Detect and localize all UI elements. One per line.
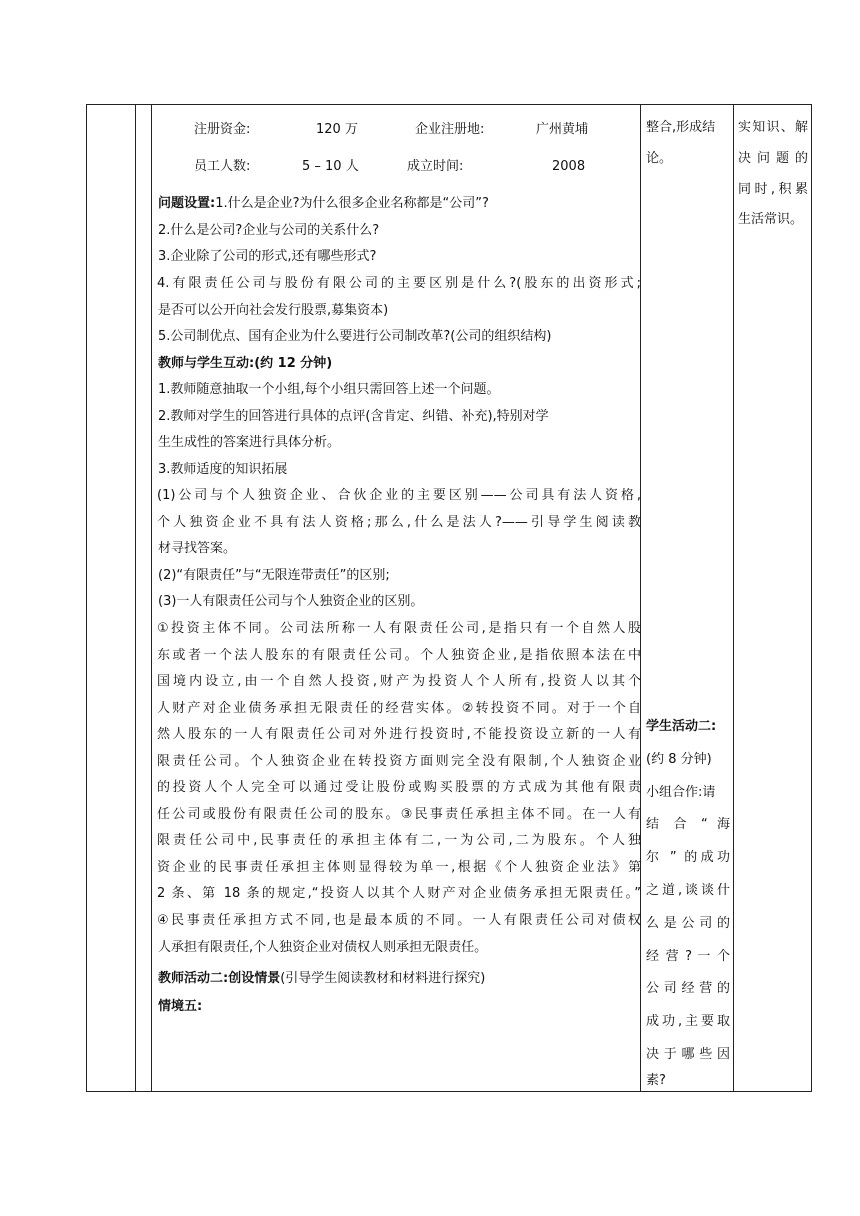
text-line bbox=[157, 833, 641, 849]
line-text: 4.有限责任公司与股份有限公司的主要区别是什么?(股东的出资形式; bbox=[157, 276, 641, 291]
line-text: 3.企业除了公司的形式,还有哪些形式? bbox=[158, 249, 377, 264]
line-text: 东或者一个法人股东的有限责任公司。个人独资企业,是指依照本法在中 bbox=[157, 648, 641, 663]
line-text: 2 条、第 18 条的规定,“投资人以其个人财产对企业债务承担无限责任。” bbox=[157, 886, 641, 901]
text-line bbox=[158, 382, 500, 398]
text-line bbox=[157, 648, 641, 664]
line-text: (2)“有限责任”与“无限连带责任”的区别; bbox=[158, 568, 390, 583]
founded-value: 2008 bbox=[552, 159, 586, 174]
staff-value: 5 – 10 人 bbox=[302, 159, 359, 174]
text-line bbox=[157, 701, 641, 717]
text-line bbox=[158, 223, 379, 239]
line-text: 限责任公司。个人独资企业在转投资方面则完全没有限制,个人独资企业 bbox=[157, 754, 641, 769]
text-line bbox=[157, 913, 641, 929]
line-text: 资企业的民事责任承担主体则显得较为单一,根据《个人独资企业法》第 bbox=[157, 860, 641, 875]
student-activity-cell bbox=[641, 105, 734, 1092]
line-text: ①投资主体不同。公司法所称一人有限责任公司,是指只有一个自然人股 bbox=[157, 621, 641, 636]
line-text: 任公司或股份有限责任公司的股东。③民事责任承担主体不同。在一人有 bbox=[157, 807, 641, 822]
student-activity-line: 决 于 哪 些 因 bbox=[646, 1047, 730, 1062]
student-activity-line: 公 司 经 营 的 bbox=[646, 981, 730, 996]
line-text: 个人独资企业不具有法人资格;那么,什么是法人?——引导学生阅读教 bbox=[157, 515, 641, 530]
purpose-line: 同时,积累 bbox=[738, 182, 808, 197]
place-label: 企业注册地: bbox=[415, 122, 485, 137]
text-line bbox=[158, 594, 423, 610]
text-line bbox=[157, 807, 641, 823]
student-activity-title: 学生活动二: bbox=[646, 719, 717, 734]
text-line bbox=[157, 886, 641, 902]
text-line bbox=[157, 727, 641, 743]
text-line bbox=[158, 541, 236, 557]
line-text: 2.教师对学生的回答进行具体的点评(含肯定、纠错、补充),特别对学 bbox=[158, 409, 549, 424]
text-line bbox=[158, 971, 485, 987]
purpose-line: 实知识、解 bbox=[738, 120, 808, 135]
line-text: 1.教师随意抽取一个小组,每个小组只需回答上述一个问题。 bbox=[158, 382, 500, 397]
text-line bbox=[158, 303, 388, 319]
student-top-line: 整合,形成结 bbox=[646, 120, 716, 135]
purpose-line: 生活常识。 bbox=[738, 212, 804, 227]
text-line bbox=[158, 999, 202, 1015]
purpose-line: 决 问 题 的 bbox=[738, 151, 808, 166]
student-activity-line: 成功,主要取 bbox=[646, 1014, 730, 1029]
text-line bbox=[157, 780, 641, 796]
line-text: 限责任公司中,民事责任的承担主体有二,一为公司,二为股东。个人独 bbox=[157, 833, 641, 848]
staff-label: 员工人数: bbox=[194, 159, 251, 174]
lesson-plan-table bbox=[86, 104, 812, 1092]
line-text: 3.教师适度的知识拓展 bbox=[158, 462, 288, 477]
line-text: 人财产对企业债务承担无限责任的经营实体。②转投资不同。对于一个自 bbox=[157, 701, 641, 716]
student-activity-line: 尔 ” 的成功 bbox=[646, 850, 730, 865]
text-line bbox=[157, 674, 641, 690]
line-text: 是否可以公开向社会发行股票,募集资本) bbox=[158, 303, 389, 318]
line-text: 5.公司制优点、国有企业为什么要进行公司制改革?(公司的组织结构) bbox=[158, 329, 552, 344]
text-line bbox=[158, 409, 549, 425]
student-top-line: 论。 bbox=[646, 151, 673, 166]
capital-label: 注册资金: bbox=[194, 122, 251, 137]
text-line bbox=[157, 860, 641, 876]
line-text: (1)公司与个人独资企业、合伙企业的主要区别——公司具有法人资格, bbox=[157, 488, 641, 503]
bold-heading: 教师活动二:创设情景 bbox=[158, 971, 281, 986]
student-activity-line: (约 8 分钟) bbox=[646, 752, 712, 767]
text-line bbox=[158, 462, 287, 478]
text-line bbox=[157, 488, 641, 504]
student-activity-line: 结 合 “ 海 bbox=[646, 817, 730, 832]
text-line bbox=[157, 515, 641, 531]
line-text: 人承担有限责任,个人独资企业对债权人则承担无限责任。 bbox=[158, 940, 488, 955]
line-text: 的投资人个人完全可以通过受让股份或购买股票的方式成为其他有限责 bbox=[157, 780, 641, 795]
student-activity-line: 经 营 ? 一 个 bbox=[646, 949, 730, 964]
line-text: 国境内设立,由一个自然人投资,财产为投资人个人所有,投资人以其个 bbox=[157, 674, 641, 689]
bold-heading: 情境五: bbox=[158, 999, 203, 1014]
text-line bbox=[158, 940, 487, 956]
text-line bbox=[158, 249, 376, 265]
student-activity-line: 素? bbox=[646, 1073, 666, 1088]
capital-value: 120 万 bbox=[316, 122, 358, 137]
design-purpose-cell bbox=[734, 105, 812, 1092]
narrow-column bbox=[136, 105, 152, 1092]
text-line bbox=[158, 196, 489, 212]
founded-label: 成立时间: bbox=[407, 159, 464, 174]
section-column bbox=[87, 105, 136, 1092]
student-activity-line: 小组合作:请 bbox=[646, 785, 716, 800]
line-text: ④民事责任承担方式不同,也是最本质的不同。一人有限责任公司对债权 bbox=[157, 913, 641, 928]
text-line bbox=[158, 356, 332, 372]
place-value: 广州黄埔 bbox=[536, 122, 589, 137]
line-text: (3)一人有限责任公司与个人独资企业的区别。 bbox=[158, 594, 424, 609]
text-line bbox=[157, 754, 641, 770]
teacher-activity-cell bbox=[152, 105, 641, 1092]
text-line bbox=[158, 568, 390, 584]
line-text: 然人股东的一人有限责任公司对外进行投资时,不能投资设立新的一人有 bbox=[157, 727, 641, 742]
text-line bbox=[158, 329, 551, 345]
text-line bbox=[157, 276, 641, 292]
bold-heading: 问题设置: bbox=[158, 196, 216, 211]
text-line bbox=[158, 435, 340, 451]
bold-heading: 教师与学生互动:(约 12 分钟) bbox=[158, 356, 333, 371]
text-line bbox=[157, 621, 641, 637]
line-text: 1.什么是企业?为什么很多企业名称都是“公司”? bbox=[215, 196, 489, 211]
line-text: (引导学生阅读教材和材料进行探究) bbox=[280, 971, 486, 986]
student-activity-line: 之道,谈谈什 bbox=[646, 883, 730, 898]
line-text: 2.什么是公司?企业与公司的关系什么? bbox=[158, 223, 380, 238]
student-activity-line: 么 是 公 司 的 bbox=[646, 916, 730, 931]
line-text: 生生成性的答案进行具体分析。 bbox=[158, 435, 341, 450]
line-text: 材寻找答案。 bbox=[158, 541, 237, 556]
